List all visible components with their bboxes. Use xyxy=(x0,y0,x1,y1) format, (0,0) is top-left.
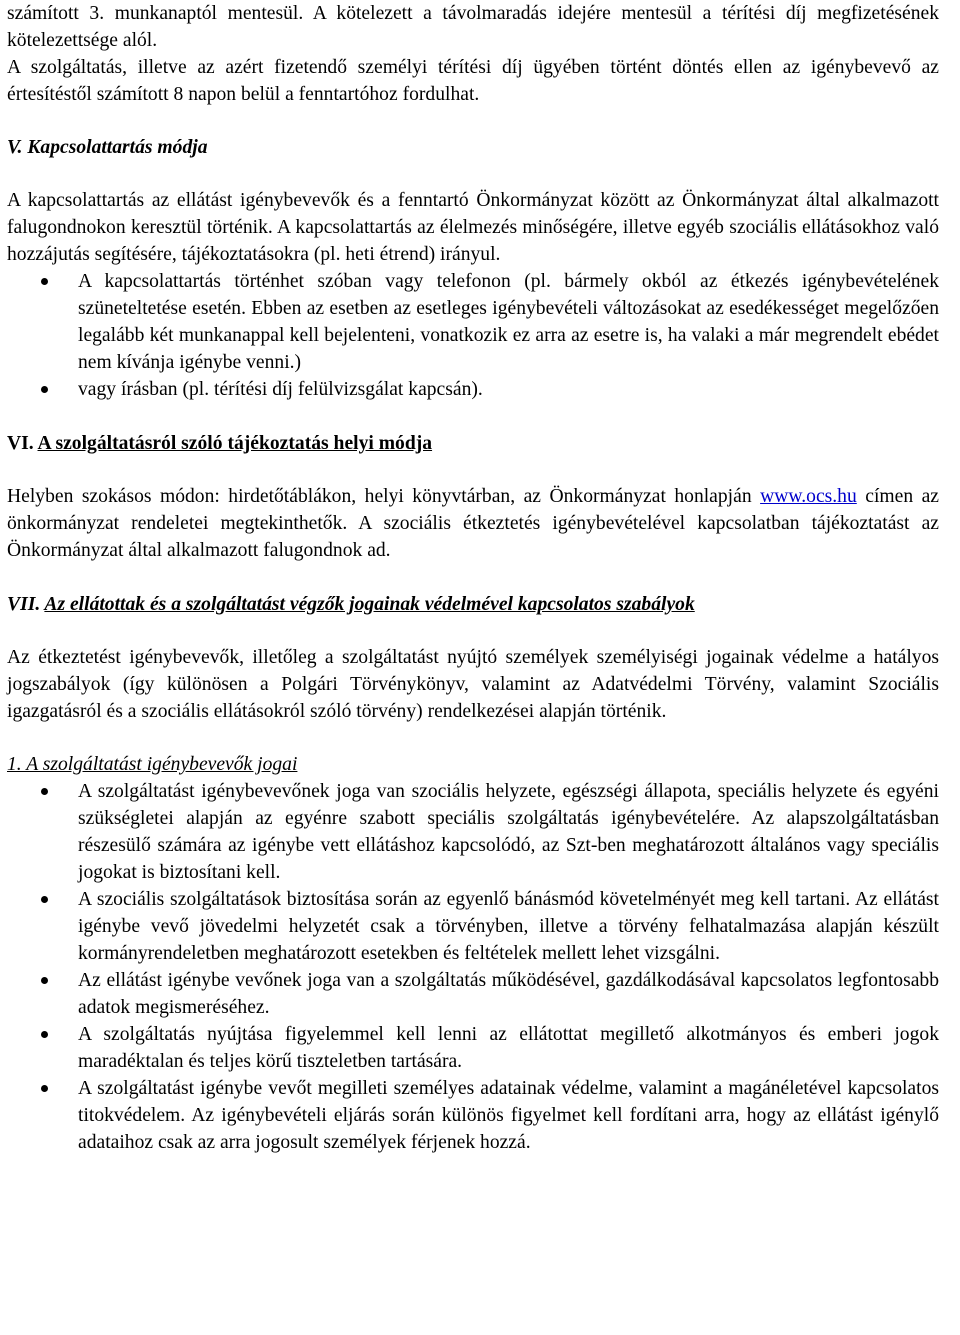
website-link[interactable]: www.ocs.hu xyxy=(760,486,857,507)
spacer xyxy=(7,457,939,483)
section-6-paragraph: Helyben szokásos módon: hirdetőtáblákon, helyi könyvtárban, az Önkormányzat honlapján www.ocs.hu címen az önkormányzat rendeletei megtekinthetők. A szociális étkeztetés igénybevételével kapcsolatban tájékoztatást az Önkormányzat által alkalmazott falugondnok ad. xyxy=(7,486,939,561)
intro-paragraph-1: számított 3. munkanaptól mentesül. A kötelezett a távolmaradás idejére mentesül a térítési díj megfizetésének kötelezettsége alól. xyxy=(7,3,939,51)
section-7-title: VII. Az ellátottak és a szolgáltatást végzők jogainak védelmével kapcsolatos szabályok xyxy=(7,594,695,615)
bullet-icon xyxy=(41,386,48,393)
subsection-1-list xyxy=(7,778,939,1156)
list-item: A szolgáltatást igénybevevőnek joga van szociális helyzete, egészségi állapota, speciális helyzete és egyéni szükségletei alapján az egyénre szabott speciális szolgáltatás igénybevételére. Az alapszolgáltatásban részesülő számára az igénybe vett ellátáshoz kapcsolódó, az Szt-ben meghatározott általános vagy speciális jogokat is biztosítani kell. xyxy=(7,778,939,886)
bullet-icon xyxy=(41,788,48,795)
section-7-paragraph: Az étkeztetést igénybevevők, illetőleg a szolgáltatást nyújtó személyek személyiségi jogainak védelme a hatályos jogszabályok (így különösen a Polgári Törvénykönyv, valamint az Adatvédelmi Törvény, valamint Szociális igazgatásról és a szociális ellátásokról szóló törvény) rendelkezései alapján történik. xyxy=(7,647,939,722)
list-item: A kapcsolattartás történhet szóban vagy telefonon (pl. bármely okból az étkezés igénybevételének szüneteltetése esetén. Ebben az esetben az esetleges igénybevételi változásokat az esedékességet megelőzően legalább két munkanappal kell bejelenteni, vonatkozik ez arra az esetre is, ha valaki a már megrendelt ebédet nem kívánja igénybe venni.) xyxy=(7,268,939,376)
spacer xyxy=(7,725,939,751)
list-item: vagy írásban (pl. térítési díj felülvizsgálat kapcsán). xyxy=(7,376,939,403)
subsection-1-title: 1. A szolgáltatást igénybevevők jogai xyxy=(7,754,298,775)
list-item: A szociális szolgáltatások biztosítása során az egyenlő bánásmód követelményét meg kell tartani. Az ellátást igénybe vevő jövedelmi helyzetét csak a törvényben, illetve a törvény felhatalmazása alapján készült kormányrendeletben meghatározott esetekben és feltételek mellett lehet vizsgálni. xyxy=(7,886,939,967)
bullet-icon xyxy=(41,896,48,903)
list-item: A szolgáltatást igénybe vevőt megilleti személyes adatainak védelme, valamint a magánéletével kapcsolatos titokvédelem. Az igénybevételi eljárás során különös figyelmet kell fordítani arra, hogy az ellátást igénylő adataihoz csak az arra jogosult személyek férjenek hozzá. xyxy=(7,1075,939,1156)
intro-paragraph-2: A szolgáltatás, illetve az azért fizetendő személyi térítési díj ügyében történt döntés ellen az igénybevevő az értesítéstől számított 8 napon belül a fenntartóhoz fordulhat. xyxy=(7,57,939,105)
bullet-icon xyxy=(41,977,48,984)
section-5-title: V. Kapcsolattartás módja xyxy=(7,137,208,158)
section-5-paragraph: A kapcsolattartás az ellátást igénybevevők és a fenntartó Önkormányzat között az Önkormányzat által alkalmazott falugondnokon keresztül történik. A kapcsolattartás az élelmezés minőségére, illetve egyéb szociális ellátásokhoz való hozzájutás segítésére, tájékoztatásokra (pl. heti étrend) irányul. xyxy=(7,190,939,265)
bullet-icon xyxy=(41,278,48,285)
bullet-icon xyxy=(41,1031,48,1038)
list-item: A szolgáltatás nyújtása figyelemmel kell lenni az ellátottat megillető alkotmányos és emberi jogok maradéktalan és teljes körű tiszteletben tartására. xyxy=(7,1021,939,1075)
spacer xyxy=(7,161,939,187)
spacer xyxy=(7,403,939,430)
spacer xyxy=(7,618,939,644)
spacer xyxy=(7,564,939,591)
section-6-title: VI. A szolgáltatásról szóló tájékoztatás helyi módja xyxy=(7,433,433,454)
bullet-icon xyxy=(41,1085,48,1092)
list-item: Az ellátást igénybe vevőnek joga van a szolgáltatás működésével, gazdálkodásával kapcsolatos legfontosabb adatok megismeréséhez. xyxy=(7,967,939,1021)
section-5-list xyxy=(7,268,939,403)
spacer xyxy=(7,108,939,134)
